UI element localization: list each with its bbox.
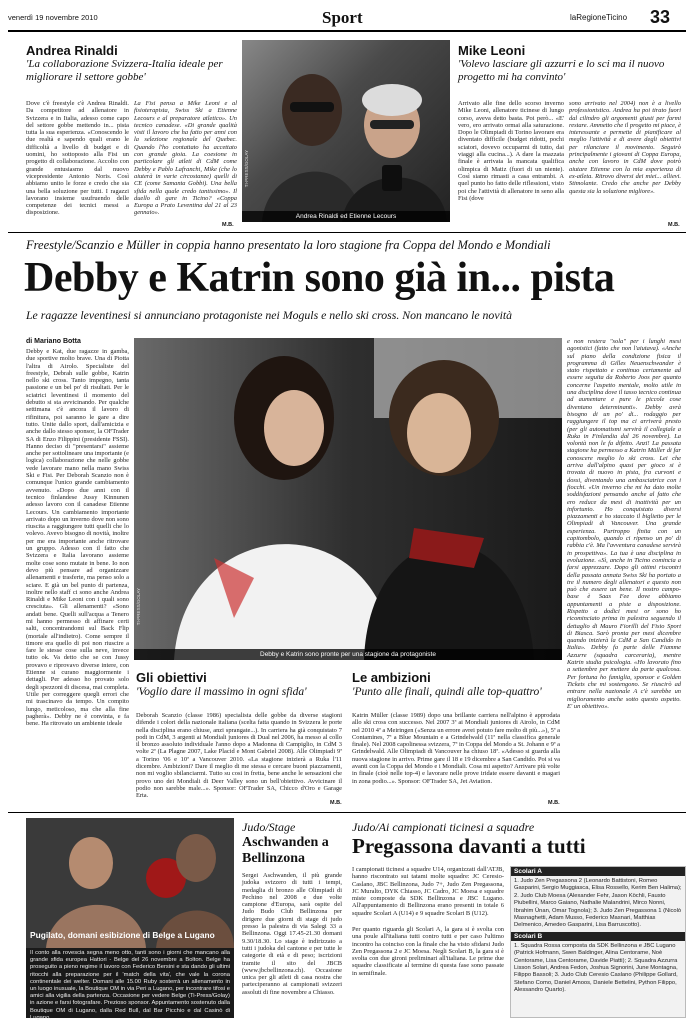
obiettivi-text: Deborah Scanzio (classe 1986) specialista delle gobbe da diverse stagioni difende i colori della nazionale italiana (scelta fatta quando in Svizzera le porte nella disciplina erano chiuse, anzi sprangate...). In carriera ha già conquistato 7 podi in CdM, 3 argenti ai Mondiali juniores di Dual nel 2006, ha messo al collo il bronzo assoluto individuale l'anno dopo a Madonna di Campiglio, in CdM 3 volte 2ª (La Plagne 2007, Lake Placid e Mont Gabriel 2008). Alle Olimpiadi 9ª a Torino '06 e 10ª a Vancouver 2010. «La stagione inizierà a Ruka l'11 dicembre. Ambizioni? Dare il meglio di me stessa e cercare buoni piazzamenti, non mi voglio sbilanciarmi. Tutto su cosi in fretta, bene anche le sensazioni che provo uno dei Mondiali di Deer Valley sono un bell'obiettivo. Avvicinare il podio non sarebbe male...». Sponsor: OFTrader SA, Chicco d'Oro e Garage Erta.: [136, 712, 342, 800]
header-rule: [8, 30, 686, 32]
ambizioni-signature: M.B.: [548, 800, 560, 806]
pregassona-results: [510, 866, 686, 1018]
judo-headline: Aschwanden a Bellinzona: [242, 835, 329, 866]
leoni-signature: M.B.: [668, 222, 680, 228]
rinaldi-lecours-photo: [242, 40, 450, 222]
boxing-caption-text: Il conto alla rovescia segna meno otto, tanti sono i giorni che mancano alla grande sfida europea Hattori - Belge del 26 novembre a Bolton. Belge ha proseguito a pieno regime il lavoro con Federico Bersini e sta dando gli ultimi ritocchi alla preparazione per il 'match della vita', che vale la corona continentale dei welter. Domani alle 15.00 Ruby sosterrà un allenamento in un luogo inusuale, la Boutique OM in via Peri a Lugano, per incontrare tifosi e amici alla vigilia della partenza. Occasione per vedere Belge (Ti-Press/Golay) in azione e farsi fotografare. Prezioso sponsor. Appuntamento sostenuto dalla Boutique OM di Lugano, dalla Red Bull, dal Bar Picchio e dal Casinò di Lugano.: [30, 950, 230, 1021]
pregassona-kicker: Judo/Ai campionati ticinesi a squadre: [352, 820, 535, 834]
rinaldi-signature: M.B.: [222, 222, 234, 228]
main-right-col: e non restera "sola" per i lunghi mesi agonistici (fatto che non l'aiutava). «Anche sul piano della condizione fisica il programma di Gilles Neuenschwander è stato rispettato e continuo certamente ad essere seguita da Roberto Joos per quanto concerne l'aspetto mentale, molto utile in una disciplina dove il tasso tecnico continua ad aumentare e pure le piccole cose diventano determinanti». Debby avrà bisogno di un po' di... rodaggio per raggiungere il top ma ci arriverà presto (per gli automatismi servirà il collegiale a Ruka in Finlandia dal 26 novembre). La volontà non le fa difetto. Anzi! La passata stagione ha permesso a Katrin Müller di far conoscere meglio lo ski cross. Lei che arriva dall'alpino quasi per gioco si è trovata di nuovo in pista, fra curvoni e dossi, diventando una ambasciatrice con i fiocchi. «Un inverno che mi ha dato molte soddisfazioni pensando anche al fatto che ero reduce da mesi di inattività per un infortunio. Ho conquistato diversi piazzamenti e ho staccato il biglietto per le Olimpiadi di Vancouver. Una grande esperienza. Purtroppo finita con un capitombolo, quando ci ripenso un po' di rabbia c'è. Ma l'avventura canadese servirà in prospettiva». La tua è una disciplina in evoluzione. «Sì, anche in Ticino comincia a farsi apprezzare. Dopo gli ottimi riscontri della passata annata Swiss Ski ha portato a tre il numero degli allenatori e questo non può che essere un bene. Il nostro campo-base è Saas Fee dove abbiamo appuntamenti a piste a disposizione. Rispetto a dodici mesi or sono ho ricominciato prima in palestra seguendo il dettaglio di Mauro Fiorilli del Fisio Sport di Biasca. Sarò pronta per mesi dicembre quando inizierà la CdM a San Candido in Italia». Debby fa parte delle Fiamme Azzurre (squadra carceraria), mentre Katrin studia psicologia. «Ho lavorato fino a settembre per mettere da parte qualcosa. Per fortuna ho famiglia, sponsor e Golden Tickets che mi sostengono. Se riuscirò ad entrare nella nazionale A c'è sarebbe un miglioramento anche sotto questo aspetto. E' un obiettivo».: [567, 338, 681, 710]
boxing-box: [26, 818, 234, 1021]
debby-katrin-photo: [134, 338, 562, 660]
header-date: venerdì 19 novembre 2010: [8, 13, 98, 22]
scolari-b-head: Scolari B: [511, 932, 685, 941]
pregassona-col2: Per quanto riguarda gli Scolari A, la gara si è svolta con una poule all'italiana tutti contro tutti e per caso l'ultimo incontro ha coinciso con la finale che ha visto sfidarsi Judo Zen Pregassona 2 e JC Moesa. Negli Scolari B, la gara si è svolta con due gironi preliminari all'italiana. Le prime due squadre classificate al termine di questa fase sono passate in semifinale.: [352, 926, 504, 977]
rinaldi-col1: Dove c'è freestyle c'è Andrea Rinaldi. Da competitore ad allenatore in Svizzera e in Italia, adesso come capo del settore gobbe mettendo in... pista tutta la sua esperienza. «Conoscendo le due realtà e sapendo quali erano le difficoltà a livello di budget e di uomini, ho sottoposto alla Fisi un progetto di collaborazione. Accolto con grande entusiasmo dal nuovo vicepresidente Antonio Noris. Così abbiamo unito le forze e credo che sia una bella soluzione per tutti. I ragazzi lavorano insieme usufruendo delle competenze dei tecnici messi a disposizione.: [26, 100, 129, 217]
rinaldi-photo-credit: TI-PRESS/GOLAY: [244, 150, 249, 188]
main-headline: Debby e Katrin sono già in... pista: [24, 255, 615, 301]
main-photo-caption: Debby e Katrin sono pronte per una stagione da protagoniste: [134, 649, 562, 660]
scolari-a-text: 1. Judo Zen Pregassona 2 (Leonardo Battistoni, Romeo Gasparini, Sergio Muggiasca, Elisa Rossello, Kerim Ben Halima); 2. Judo Club Moesa (Alexander Fehr, Jason Köchli, Fausto Piubellini, Marco Gaiano, Nathalie Malandrini, Mirco Nonni, Ibrahim Ünan, Omar Tognola); 3. Judo Zen Pregassona 1 (Nicolò Masnaghetti, Adam Musso, Federico Masnari, Matthias Delmenico, Amedeo Gasparini, Lisa Barruscotto).: [514, 878, 682, 929]
main-byline: di Mariano Botta: [26, 338, 81, 345]
boxing-caption-title: Pugilato, domani esibizione di Belge a Lugano: [30, 930, 215, 940]
leoni-quote: 'Volevo lasciare gli azzurri e lo sci ma il nuovo progetto mi ha convinto': [458, 58, 665, 83]
rinaldi-photo-caption: Andrea Rinaldi ed Etienne Lecours: [242, 211, 450, 222]
pregassona-headline: Pregassona davanti a tutti: [352, 834, 586, 858]
ambizioni-heading: Le ambizioni: [352, 670, 431, 685]
main-kicker: Freestyle/Scanzio e Müller in coppia hanno presentato la loro stagione fra Coppa del Mondo e Mondiali: [26, 238, 551, 252]
header-publication: laRegioneTicino: [570, 13, 628, 22]
obiettivi-heading: Gli obiettivi: [136, 670, 207, 685]
pregassona-col1: I campionati ticinesi a squadre U14, organizzati dall'ATJB, hanno riscontrato sui tatami molte squadre: JC Ceresio-Caslano, JBC Bellinzona, Judo 7+, Judo Zen Pregassona, JC Muralto, DYK Chiasso, JC Cadro, JC Moesa e squadre miste composte da SDK Bellinzona e JBC Lugano. All'appuntamento di Bellinzona erano presenti in totale 6 squadre Scolari A (U14) e 9 squadre Scolari B (U12).: [352, 866, 504, 917]
leoni-name: Mike Leoni: [458, 43, 526, 58]
judo-kicker: Judo/Stage: [242, 820, 296, 834]
main-left-col: Debby e Kat, due ragazze in gamba, due sportive molto brave. Una di Piotta l'altra di Airolo. Specialiste del freestyle, Debrah sulle gobbe, Katrin nello ski cross. Tanto impegno, tanta passione e un bel po' di risultati. Per le sciatrici leventinesi il momento del debutto si sta avvicinando. Per qualche settimana c'è ancora il lavoro di rifinitura, poi saranno le gare a dire tutto. Unite dallo sport, dall'amicizia e anche dallo stesso sponsor, la OFTrader SA di Enzo Filippini (presidente FSSI). Hanno deciso di "presentarsi" assieme anche per sottolineare una importante (e logica) collaborazione che nelle gobbe vede lavorare mano nella mano Swiss Ski e Fisi. Per Deborah Scanzio non è comunque l'unico grande cambiamento avvenuto. «Dopo due anni con il tecnico finlandese Jussy Kinnunen adesso lavoro con il canadese Etienne Lecours. Un cambiamento importante arrivato dopo un inverno dove non sono riuscita a raggiungere tutti quelli che lo volevo. Avevo bisogno di novità, inoltre per me era importante anche ritrovare un gruppo. Adesso con il fatto che Svizzera e Italia lavorano assieme molte cose sono mutate in bene. Io non devo più pensare ad organizzare allenamenti e trasferte, ma penso solo a sciare. E già un bel punto di partenza, inoltre nello staff ci sono anche Andrea Rinaldi e Mike Leoni con i quali sono cresciuta». Gli allenamenti? «Sono andati bene. Quelli sull'acqua a Tenero mi hanno permesso di affinare certi salti, concentrandomi sul Back Flip (mortale all'indietro). Come sempre il timore era quello di poi non riuscire a fare le stesse cose sulla neve, invece tutto ok. Va detto che se con Jussy provavo e riprovavo diverse intere, con Etienne si curano maggiormente i dettagli. Per adesso ho provato solo degli spezzoni di discesa, mai completa. Utile per correggere quegli errori che mi trascinavo da tempo. Un compito lungo, meticoloso, ma che alla fine pagherà». Debby ne è convinta, e fa bene. Ha ritrovato un ambiente ideale: [26, 348, 129, 728]
leoni-col1: Arrivato alle fine dello scorso inverno Mike Leoni, allenatore ticinese di lungo corso, aveva detto basta. Poi però... «E' vero, ero arrivato ormai alla saturazione. Dopo le Olimpiadi di Torino lavorare era diventato difficile (budget ridotti, pochi sciatori, dovevo occuparmi di tutto, dai viaggi alla cucina...). A dare la mazzata finale è arrivata la mancata qualifica olimpica di Matiz (fuori di un niente). Così siamo rimasti a casa entrambi. A quel punto ho fatto delle riflessioni, visto poi che l'attività di allenatore in seno alla Fisi (dove: [458, 100, 564, 202]
ambizioni-text: Katrin Müller (classe 1989) dopo una brillante carriera nell'alpino è approdata allo ski cross con successo. Nel 2007 3ª ai Mondiali juniores di Airolo, in CdM nel 2010 4ª a Meiringen («Senza un errore avrei potuto fare molto di più...»), 5ª a Contamines, 7ª a Blue Mountain e a Grindelwald (11ª nella classifica generale finale). Nel 2008 capolinessa svizzera, 7ª in Coppa del Mondo a St. Johann e 9ª a Grindelwald. Alle Olimpiadi di Vancouver ha chiuso 18ª. «Adesso si guarda alla nuova stagione in arrivo. Prime gare il 18 e 19 dicembre a San Candido. Poi si va avanti con la Coppa del Mondo e i Mondiali. Cosa mi aspetto? Arrivare più volte in finale (cioè nelle top-4) e lavorare nelle prove iridate essere davanti e magari in zona podio...». Sponsor: OFTrader SA, Jet Aviation.: [352, 712, 561, 785]
header-section: Sport: [322, 8, 363, 27]
scolari-b-text: 1. Squadra Rossa composta da SDK Bellinzona e JBC Lugano (Patrick Hofmann, Swen Baldinger, Alina Centorame, Noè Centorame, Lisa Centorame, Davide Piatti); 2. Squadra Azzurra Lisson Solari, Andrea Fedon, Joshua Signorini, June Montagna, Filippo Bassoli; 3. Judo Club Ceresio Caslano (Philippe Gollard, Stefano Como, Daniel Amoos, Daniele Bettelini, Python Filippo, Alessandro Quarto).: [514, 942, 678, 994]
ambizioni-quote: 'Punto alle finali, quindi alle top-quattro': [352, 686, 542, 698]
rinaldi-quote: 'La collaborazione Svizzera-Italia ideale per migliorare il settore gobbe': [26, 58, 223, 83]
header-page-number: 33: [650, 7, 671, 27]
main-photo-credit: TI-PRESS/GOLAY: [136, 588, 141, 626]
obiettivi-quote: 'Voglio dare il massimo in ogni sfida': [136, 686, 307, 698]
judo-text: Sergei Aschwanden, il più grande judoka svizzero di tutti i tempi, medaglia di bronzo alle Olimpiadi di Pechino nel 2008 e due volte campione d'Europa, sarà ospite del Judo Budo Club Bellinzona per dirigere due giorni di stage di judo presso la palestra di via Salegi 33 a Bellinzona. Oggi 17.45-21.30 domani 9.30/18.30. Lo stage è indirizzato a tutti i judoka del cantone e per tutte le categorie di età e di peso; iscrizioni tramite il sito del JBCB (www.jbcbellinzona.ch). Occasione unica per gli atleti di casa nostra che parteciperanno ai campionati svizzeri assoluti di fine novembre a Chiasso.: [242, 872, 342, 996]
main-subheadline: Le ragazze leventinesi si annunciano protagoniste nei Moguls e nello ski cross. Non mancano le novità: [26, 308, 513, 322]
rinaldi-col2: La Fisi pensa a Mike Leoni e al fisioterapista, Swiss Ski a Etienne Lecours e al preparatore atletico». Un tecnico canadese. «Di grande qualità visti il lavoro che ha fatto per anni con la selezione regionale del Quebec. Quando l'ho contattato ha accettato con grande gioia. La coesione in particolare gli atleti di CdM come Debby e Pablo Lafranchi, Mike (che lo aiuterà in varie circostanze) quelli di CE (come Samanta Gobbi). Una bella sfida nella quale credo tantissimo». Il duello di gare in Ticino? «Coppa Europa a Prato Leventina dal 21 al 23 gennaio».: [134, 100, 237, 217]
top-section-rule: [8, 232, 686, 233]
rinaldi-name: Andrea Rinaldi: [26, 43, 118, 58]
obiettivi-signature: M.B.: [330, 800, 342, 806]
main-bottom-rule: [8, 812, 686, 813]
leoni-col2: sono arrivato nel 2004) non è a livello professionistico. Andrea ha poi tirato fuori dal cilindro gli argomenti giusti per farmi restare. Ammetto che il progetto mi piace, è interessante e permette di pianificare al meglio l'attività e di avere degli obiettivi per rilanciare il movimento. Seguirò principalmente i giovani di Coppa Europa, anche con lavoro in CdM dove potrò aiutare Etienne con la mia esperienza di ex-atleta. Ritrovo diversi dei miei... allievi. Stimolante. Credo che anche per Debby questa sia la soluzione migliore».: [569, 100, 681, 195]
scolari-a-head: Scolari A: [511, 867, 685, 876]
